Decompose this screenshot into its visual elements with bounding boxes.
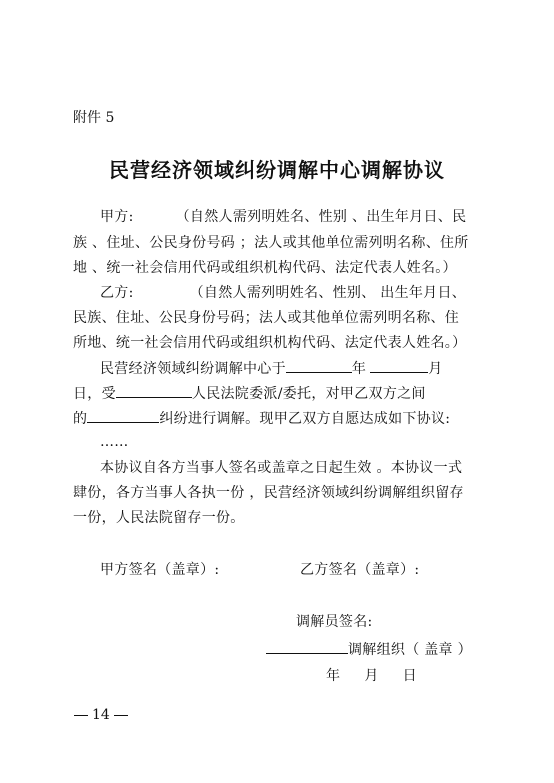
date-day: 日	[402, 668, 417, 684]
dispute-blank	[87, 408, 159, 423]
date-month: 月	[364, 668, 379, 684]
attachment-label: 附件 5	[73, 110, 115, 126]
mediation-center-text: 民营经济领域纠纷调解中心于	[100, 361, 286, 377]
effect-line-2: 肆份，各方当事人各执一份 ，民营经济领域纠纷调解组织留存	[73, 485, 464, 501]
party-a-desc-3: 地 、统一社会信用代码或组织机构代码、法定代表人姓名。）	[73, 260, 457, 276]
date-year: 年	[326, 668, 341, 684]
month-label: 月	[428, 361, 443, 377]
sign-date	[326, 666, 417, 686]
agreement-ellipsis: ……	[100, 434, 129, 450]
org-seal-label: 调解组织（ 盖章 ）	[348, 642, 472, 658]
party-a-desc-2: 族 、住址、公民身份号码 ；法人或其他单位需列明名称、住所	[73, 235, 469, 251]
party-b-line-1	[100, 283, 466, 303]
page-footer	[70, 707, 132, 723]
party-b-signature: 乙方签名（盖章）:	[300, 562, 420, 578]
mediation-line-3	[73, 408, 450, 429]
org-blank	[266, 639, 348, 654]
of-label: 的	[73, 411, 88, 427]
party-b-desc-2: 民族、住址、公民身份号码；法人或其他单位需列明名称、住	[73, 310, 460, 326]
party-b-label: 乙方:	[100, 285, 134, 301]
mediator-signature: 调解员签名:	[296, 614, 373, 630]
party-a-line-1	[100, 207, 466, 227]
year-blank	[286, 358, 352, 373]
org-seal-line	[266, 639, 472, 660]
dispute-text: 纠纷进行调解。现甲乙双方自愿达成如下协议:	[159, 411, 451, 427]
mediation-line-1	[100, 358, 443, 379]
effect-line-1: 本协议自各方当事人签名或盖章之日起生效 。本协议一式	[100, 460, 463, 476]
party-a-signature: 甲方签名（盖章）:	[100, 562, 220, 578]
document-title: 民营经济领域纠纷调解中心调解协议	[109, 158, 445, 182]
day-label: 日，受	[73, 386, 116, 402]
mediation-line-2	[73, 383, 426, 404]
footer-dash-right	[114, 715, 128, 716]
court-text: 人民法院委派/委托，对甲乙双方之间	[191, 386, 426, 402]
footer-dash-left	[74, 715, 88, 716]
month-blank	[370, 358, 428, 373]
page-number: 14	[92, 707, 110, 723]
party-a-label: 甲方:	[100, 209, 134, 225]
party-b-desc-3: 所地、统一社会信用代码或组织机构代码、法定代表人姓名。）	[73, 335, 467, 351]
effect-line-3: 一份，人民法院留存一份。	[73, 510, 245, 526]
party-b-desc-1: （自然人需列明姓名、性别、 出生年月日、	[189, 285, 467, 301]
year-label: 年	[351, 361, 367, 377]
party-a-desc-1: （自然人需列明姓名、性别 、出生年月日、民	[175, 209, 467, 225]
court-blank	[116, 383, 192, 398]
